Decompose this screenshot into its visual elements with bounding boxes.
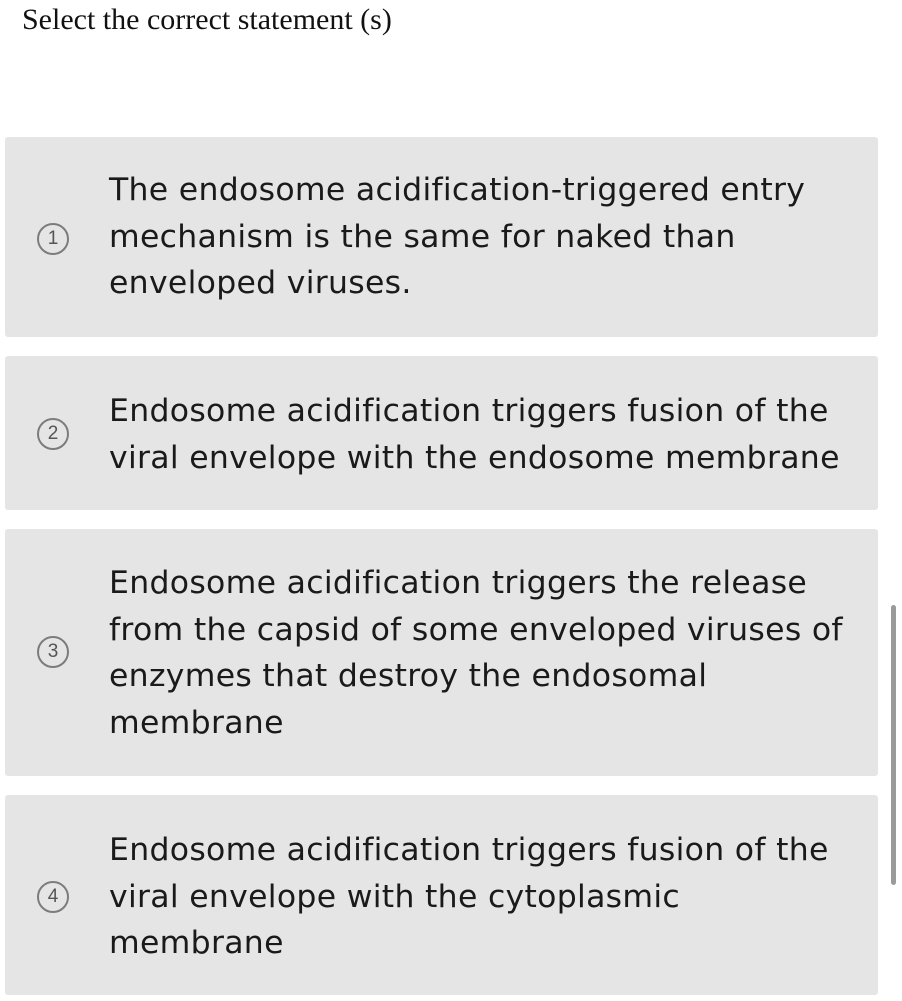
option-number-badge: 2	[37, 418, 69, 450]
option-text-line: viral envelope with the endosome membrane	[109, 439, 840, 476]
option-3[interactable]	[5, 529, 878, 776]
vertical-scrollbar[interactable]	[891, 605, 896, 885]
option-4[interactable]	[5, 795, 878, 995]
option-2[interactable]	[5, 356, 878, 510]
option-text-line: membrane	[109, 925, 284, 961]
option-text-line: Endosome acidification triggers the release	[109, 565, 808, 601]
option-text-line: viral envelope with the cytoplasmic	[109, 878, 681, 915]
option-1[interactable]	[5, 137, 878, 337]
option-text-line: enzymes that destroy the endosomal	[109, 658, 708, 694]
option-text-line: The endosome acidification-triggered entry	[109, 172, 806, 208]
option-text-line: Endosome acidification triggers fusion of the	[109, 832, 829, 868]
option-number-badge: 4	[37, 881, 69, 913]
question-prompt: Select the correct statement (s)	[22, 3, 392, 36]
option-text	[109, 827, 858, 967]
option-text	[109, 560, 858, 746]
option-number-badge: 1	[37, 223, 69, 255]
option-number-badge: 3	[37, 636, 69, 668]
option-text	[109, 167, 858, 307]
option-text-line: from the capsid of some enveloped viruses of	[109, 611, 843, 648]
option-text-line: enveloped viruses.	[109, 265, 412, 301]
option-text-line: membrane	[109, 704, 284, 741]
option-text	[109, 388, 858, 481]
option-text-line: mechanism is the same for naked than	[109, 218, 736, 255]
option-text-line: Endosome acidification triggers fusion of the	[109, 393, 829, 429]
